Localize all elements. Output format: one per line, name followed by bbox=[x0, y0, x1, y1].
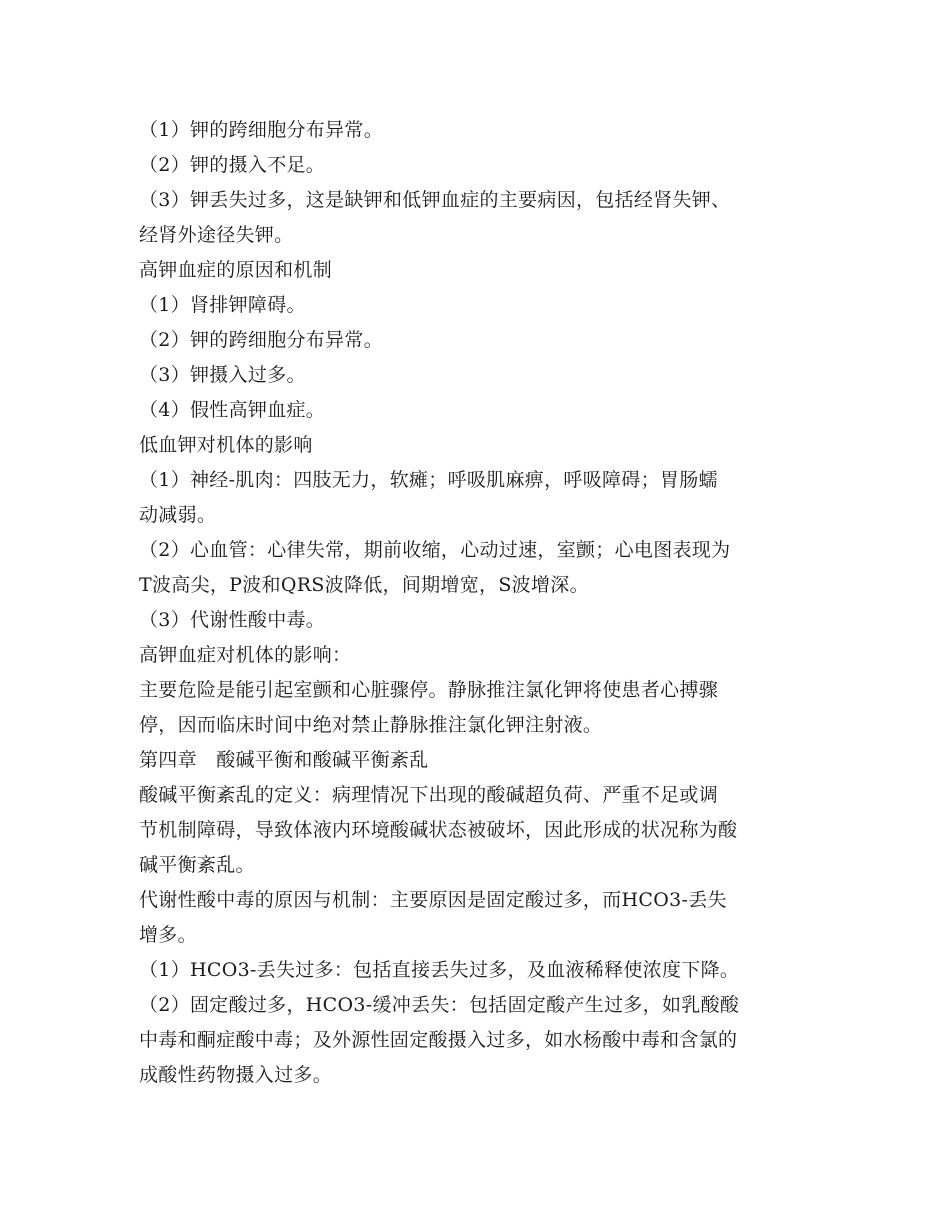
text-line-21: 节机制障碍，导致体液内环境酸碱状态被破坏，因此形成的状况称为酸 bbox=[139, 819, 738, 841]
text-line-27: 中毒和酮症酸中毒；及外源性固定酸摄入过多，如水杨酸中毒和含氯的 bbox=[139, 1029, 738, 1051]
text-line-12: 动减弱。 bbox=[139, 504, 217, 526]
text-line-24: 增多。 bbox=[139, 924, 197, 946]
text-line-14: T波高尖，P波和QRS波降低，间期增宽，S波增深。 bbox=[139, 574, 589, 596]
text-line-17: 主要危险是能引起室颤和心脏骤停。静脉推注氯化钾将使患者心搏骤 bbox=[139, 679, 719, 701]
text-line-20: 酸碱平衡紊乱的定义：病理情况下出现的酸碱超负荷、严重不足或调 bbox=[139, 784, 719, 806]
text-line-7: （2）钾的跨细胞分布异常。 bbox=[139, 329, 383, 351]
text-line-15: （3）代谢性酸中毒。 bbox=[139, 609, 326, 631]
document-body bbox=[139, 113, 815, 1093]
text-line-23: 代谢性酸中毒的原因与机制：主要原因是固定酸过多，而HCO3-丢失 bbox=[139, 889, 727, 911]
text-line-11: （1）神经-肌肉：四肢无力，软瘫；呼吸肌麻痹，呼吸障碍；胃肠蠕 bbox=[139, 469, 718, 491]
section-heading-hypokalemia-effects: 低血钾对机体的影响 bbox=[139, 434, 313, 456]
text-line-8: （3）钾摄入过多。 bbox=[139, 364, 306, 386]
text-line-9: （4）假性高钾血症。 bbox=[139, 399, 326, 421]
text-line-22: 碱平衡紊乱。 bbox=[139, 854, 255, 876]
chapter-heading-4: 第四章 酸碱平衡和酸碱平衡紊乱 bbox=[139, 749, 429, 771]
text-line-3: （3）钾丢失过多，这是缺钾和低钾血症的主要病因，包括经肾失钾、 bbox=[139, 189, 731, 211]
text-line-28: 成酸性药物摄入过多。 bbox=[139, 1064, 333, 1086]
section-heading-hyperkalemia-effects: 高钾血症对机体的影响： bbox=[139, 644, 352, 666]
section-heading-hyperkalemia-causes: 高钾血症的原因和机制 bbox=[139, 259, 333, 281]
text-line-26: （2）固定酸过多，HCO3-缓冲丢失：包括固定酸产生过多，如乳酸酸 bbox=[139, 994, 740, 1016]
text-line-25: （1）HCO3-丢失过多：包括直接丢失过多，及血液稀释使浓度下降。 bbox=[139, 959, 740, 981]
text-line-1: （1）钾的跨细胞分布异常。 bbox=[139, 119, 383, 141]
text-line-18: 停，因而临床时间中绝对禁止静脉推注氯化钾注射液。 bbox=[139, 714, 603, 736]
text-line-6: （1）肾排钾障碍。 bbox=[139, 294, 306, 316]
text-line-2: （2）钾的摄入不足。 bbox=[139, 154, 326, 176]
text-line-13: （2）心血管：心律失常，期前收缩，心动过速，室颤；心电图表现为 bbox=[139, 539, 731, 561]
text-line-4: 经肾外途径失钾。 bbox=[139, 224, 294, 246]
